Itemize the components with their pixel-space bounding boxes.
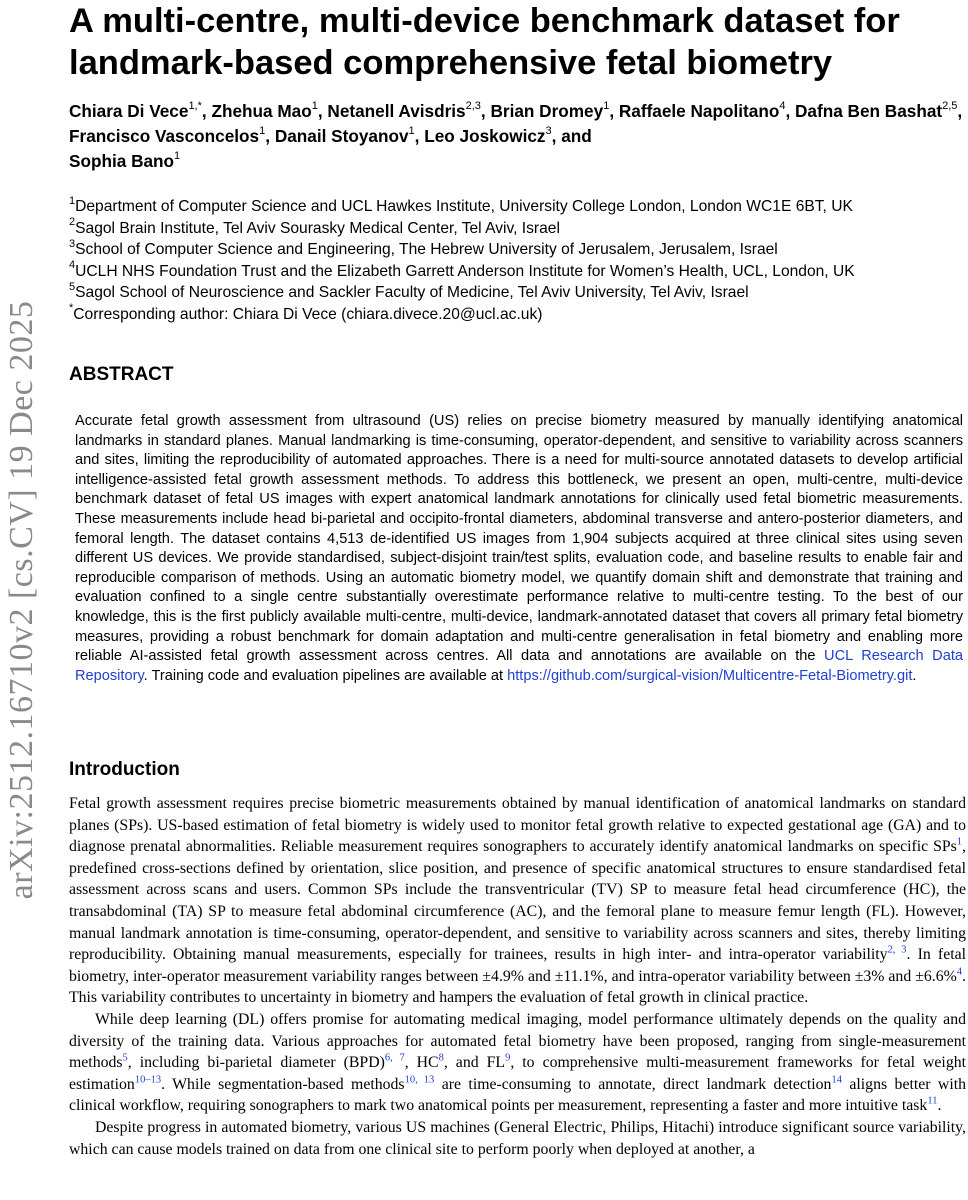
- citation-link[interactable]: 8: [438, 1052, 444, 1064]
- author-name: Sophia Bano: [69, 151, 175, 171]
- author-affiliation-mark: 1: [603, 100, 610, 113]
- citation-link[interactable]: 11: [927, 1096, 938, 1108]
- arxiv-identifier: arXiv:2512.16710v2 [cs.CV] 19 Dec 2025: [3, 300, 40, 900]
- author-name: Dafna Ben Bashat: [795, 101, 943, 121]
- citation-link[interactable]: 6, 7: [384, 1052, 405, 1064]
- citation-link[interactable]: 10–13: [134, 1074, 162, 1086]
- affiliation-list: [69, 196, 966, 325]
- abstract-heading: ABSTRACT: [69, 364, 174, 385]
- data-repository-link[interactable]: UCL Research Data Repository: [75, 648, 963, 684]
- introduction-heading: Introduction: [69, 759, 180, 780]
- author-name: Francisco Vasconcelos: [69, 126, 260, 146]
- author-affiliation-mark: 3: [545, 125, 552, 138]
- intro-paragraph-2: While deep learning (DL) offers promise for automating medical imaging, model performance ultimately depends on the quality and diversity of the training data. Various approaches for automated fetal biometry have been proposed, ranging from single-measurement methods$^5$, including bi-parietal diameter (BPD)$^{6, 7}$, $HC^8$, and $FL^9$, to comprehensive multi-measurement frameworks for fetal weight estimation$^{10-13}$. While segmentation-based methods$^{10, 13}$ are time-consuming to annotate, direct landmark detection$^{14}$ aligns better with clinical workflow, requiring sonographers to mark two anatomical points per measurement, representing a faster and more intuitive task$^{11}$.: [69, 1010, 967, 1115]
- author-affiliation-mark: 1: [408, 125, 415, 138]
- author-affiliation-mark: 1: [259, 125, 266, 138]
- author-affiliation-mark: 2,3: [465, 100, 481, 113]
- author-name: Zhehua Mao: [211, 101, 312, 121]
- citation-link[interactable]: 5: [122, 1052, 128, 1064]
- citation-link[interactable]: 9: [505, 1052, 511, 1064]
- citation-link[interactable]: 2, 3: [887, 944, 907, 956]
- author-name: Leo Joskowicz: [424, 126, 546, 146]
- abstract-body: Accurate fetal growth assessment from ultrasound (US) relies on precise biometry measured by manually identifying anatomical landmarks in standard planes. Manual landmarking is time-consuming, operator-dependent, and sensitive to variability across scanners and sites, limiting the reproducibility of automated approaches. There is a need for multi-source annotated datasets to develop artificial intelligence-assisted fetal growth assessment methods. To address this bottleneck, we present an open, multi-centre, multi-device benchmark dataset of fetal US images with expert anatomical landmark annotations for clinically used fetal biometric measurements. These measurements include head bi-parietal and occipito-frontal diameters, abdominal transverse and antero-posterior diameters, and femoral length. The dataset contains 4,513 de-identified US images from 1,904 subjects acquired at three clinical sites using seven different US devices. We provide standardised, subject-disjoint train/test splits, evaluation code, and baseline results to enable fair and reproducible comparison of methods. Using an automatic biometry model, we quantify domain shift and demonstrate that training and evaluation confined to a single centre substantially overestimate performance relative to multi-centre testing. To the best of our knowledge, this is the first publicly available multi-centre, multi-device, landmark-annotated dataset that covers all primary fetal biometry measures, providing a robust benchmark for domain adaptation and multi-centre generalisation in fetal biometry and enabling more reliable AI-assisted fetal growth assessment across centres. All data and annotations are available on the UCL Research Data Repository. Training code and evaluation pipelines are available at https://github.com/surgical-vision/Multicentre-Fetal-Biometry.git.: [75, 413, 963, 684]
- author-name: Raffaele Napolitano: [618, 101, 780, 121]
- affiliation-item: $^3$School of Computer Science and Engineering, The Hebrew University of Jerusalem, Jerusalem, Israel: [69, 237, 778, 258]
- affiliation-item: $^4$UCLH NHS Foundation Trust and the Elizabeth Garrett Anderson Institute for Women’s Health, UCL, London, UK: [69, 259, 855, 280]
- paper-page: [69, 0, 967, 1158]
- author-affiliation-mark: 2,5: [942, 100, 958, 113]
- author-name: Chiara Di Vece: [69, 101, 189, 121]
- author-affiliation-mark: 1,*: [188, 100, 202, 113]
- affiliation-item: $^5$Sagol School of Neuroscience and Sackler Faculty of Medicine, Tel Aviv University, Tel Aviv, Israel: [69, 280, 749, 301]
- intro-paragraph-1: Fetal growth assessment requires precise biometric measurements obtained by manual identification of anatomical landmarks on standard planes (SPs). US-based estimation of fetal biometry is widely used to monitor fetal growth relative to expected gestational age (GA) and to diagnose prenatal abnormalities. Reliable measurement requires sonographers to accurately identify anatomical landmarks on specific SPs$^1$, predefined cross-sections defined by orientation, slice position, and presence of specific anatomical structures to ensure standardised fetal assessment across scans and users. Common SPs include the transventricular (TV) SP to measure fetal head circumference (HC), the transabdominal (TA) SP to measure fetal abdominal circumference (AC), and the femoral plane to measure femur length (FL). However, manual landmark annotation is time-consuming, operator-dependent, and sensitive to variability across scanners and sites, thereby limiting reproducibility. Obtaining manual measurements, especially for trainees, results in high inter- and intra-operator variability$^{2, 3}$. In fetal biometry, inter-operator measurement variability ranges between ±4.9% and ±11.1%, and intra-operator variability between ±3% and ±6.6%$^4$. This variability contributes to uncertainty in biometry and hampers the evaluation of fetal growth in clinical practice.: [69, 795, 966, 1007]
- author-name: Danail Stoyanov: [274, 126, 409, 146]
- citation-link[interactable]: 1: [956, 836, 963, 848]
- citation-link[interactable]: 14: [831, 1074, 842, 1086]
- intro-paragraph-3: Despite progress in automated biometry, various US machines (General Electric, Philips, Hitachi) introduce significant source variability, which can cause models trained on data from one clinical site to perform poorly when deployed at another, a: [69, 1118, 966, 1158]
- author-name: Brian Dromey: [490, 101, 604, 121]
- author-list: Chiara Di Vece$^{1,*}$, Zhehua Mao$^1$, Netanell Avisdris$^{2,3}$, Brian Dromey$^1$, Raffaele Napolitano$^4$, Dafna Ben Bashat$^{2,5}$, Francisco Vasconcelos$^1$, Danail Stoyanov$^1$, Leo Joskowicz$^3$, and Sophia Bano$^1$: [69, 100, 963, 171]
- introduction-body: [69, 793, 966, 1160]
- affiliation-item: $^1$Department of Computer Science and UCL Hawkes Institute, University College London, London WC1E 6BT, UK: [69, 194, 853, 215]
- author-name: Netanell Avisdris: [327, 101, 466, 121]
- affiliation-item: $^2$Sagol Brain Institute, Tel Aviv Sourasky Medical Center, Tel Aviv, Israel: [69, 216, 560, 237]
- citation-link[interactable]: 10, 13: [404, 1074, 435, 1086]
- corresponding-author: *Corresponding author: Chiara Di Vece (chiara.divece.20@ucl.ac.uk): [69, 302, 543, 323]
- paper-title: A multi-centre, multi-device benchmark dataset for landmark-based comprehensive fetal biometry: [69, 2, 900, 82]
- author-affiliation-mark: 4: [779, 100, 786, 113]
- github-link[interactable]: https://github.com/surgical-vision/Multicentre-Fetal-Biometry.git: [507, 667, 913, 684]
- citation-link[interactable]: 4: [956, 966, 963, 978]
- author-affiliation-mark: 1: [311, 100, 318, 113]
- author-affiliation-mark: 1: [174, 150, 181, 163]
